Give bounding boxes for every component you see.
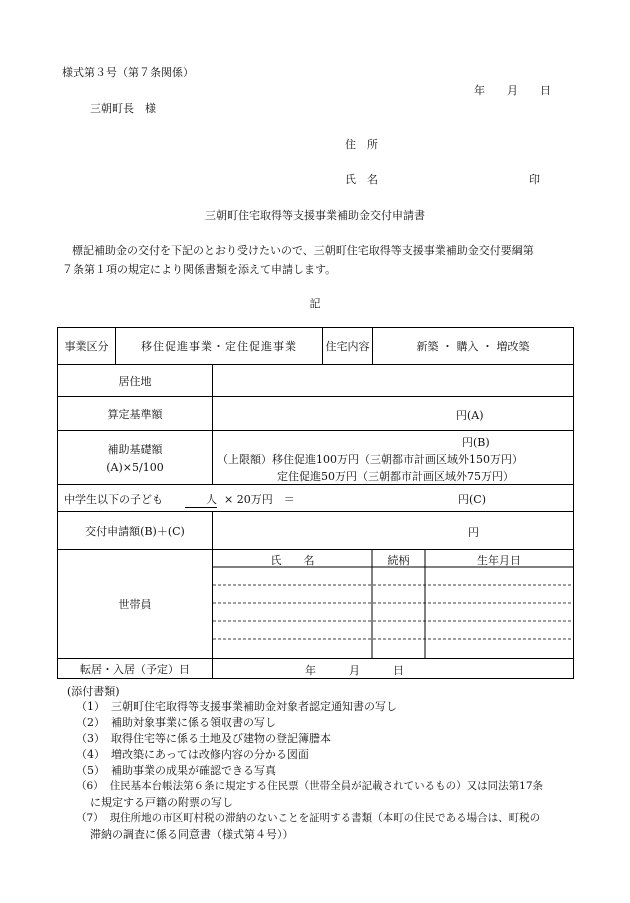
residence-value bbox=[213, 365, 574, 397]
seal-mark: 印 bbox=[529, 173, 540, 186]
ki-mark: 記 bbox=[309, 297, 321, 310]
apply-amount-label: 交付申請額(B)＋(C) bbox=[58, 512, 213, 550]
basic-amount-label: 補助基礎額 bbox=[107, 443, 163, 456]
housing-label: 住宅内容 bbox=[323, 328, 373, 365]
attachments-heading: (添付書類) bbox=[67, 685, 120, 698]
intro-line-2: ７条第１項の規定により関係書類を添えて申請します。 bbox=[62, 263, 337, 276]
base-amount-value bbox=[213, 397, 574, 431]
children-unit: 人 bbox=[206, 493, 217, 506]
basic-amount-unit: 円(B) bbox=[462, 436, 490, 449]
attachment-item-7-cont: 滞納の調査に係る同意書（様式第４号）） bbox=[90, 828, 294, 841]
intro-line-1: 標記補助金の交付を下記のとおり受けたいので、三朝町住宅取得等支援事業補助金交付要綱第 bbox=[72, 244, 534, 257]
col-name: 氏 名 bbox=[270, 554, 315, 567]
children-calc: × 20万円 ＝ bbox=[224, 493, 295, 506]
apply-amount-unit: 円 bbox=[468, 526, 479, 539]
move-date: 年 月 日 bbox=[305, 664, 404, 677]
residence-row bbox=[58, 365, 574, 397]
children-result: 円(C) bbox=[458, 493, 486, 506]
category-row bbox=[58, 328, 574, 365]
limit-line-2: 定住促進50万円（三朝都市計画区域外75万円） bbox=[277, 470, 514, 483]
basic-amount-formula: (A)×5/100 bbox=[106, 461, 164, 474]
basic-amount-row bbox=[58, 431, 574, 485]
children-row bbox=[58, 485, 574, 512]
residence-label: 居住地 bbox=[58, 365, 213, 397]
base-amount-unit: 円(A) bbox=[456, 409, 484, 422]
move-label: 転居・入居（予定）日 bbox=[58, 659, 213, 679]
category-value: 移住促進事業・定住促進事業 bbox=[116, 328, 323, 365]
attachment-item-5: （5） 補助事業の成果が確認できる写真 bbox=[76, 764, 276, 777]
attachment-item-6-cont: に規定する戸籍の附票の写し bbox=[90, 796, 233, 809]
children-label: 中学生以下の子ども bbox=[64, 493, 163, 506]
housing-value: 新築 ・ 購入 ・ 増改築 bbox=[373, 328, 574, 365]
children-count-field[interactable] bbox=[185, 491, 217, 508]
household-row bbox=[58, 550, 574, 659]
household-grid bbox=[213, 550, 574, 659]
application-table bbox=[57, 327, 574, 679]
move-date-cell bbox=[213, 659, 574, 679]
basic-amount-label-cell bbox=[58, 431, 213, 485]
date-line: 年 月 日 bbox=[474, 84, 551, 97]
apply-amount-row bbox=[58, 512, 574, 550]
attachment-item-2: （2） 補助対象事業に係る領収書の写し bbox=[76, 716, 276, 729]
basic-amount-value bbox=[213, 431, 574, 485]
base-amount-label: 算定基準額 bbox=[58, 397, 213, 431]
attachment-item-6: （6） 住民基本台帳法第６条に規定する住民票（世帯全員が記載されているもの）又は同法第17条 bbox=[76, 780, 544, 792]
category-label: 事業区分 bbox=[58, 328, 116, 365]
attachment-item-3: （3） 取得住宅等に係る土地及び建物の登記簿謄本 bbox=[76, 732, 331, 745]
form-number: 様式第３号（第７条関係） bbox=[62, 66, 194, 79]
attachment-item-1: （1） 三朝町住宅取得等支援事業補助金対象者認定通知書の写し bbox=[76, 700, 397, 713]
document-title: 三朝町住宅取得等支援事業補助金交付申請書 bbox=[205, 209, 425, 222]
col-relation: 続柄 bbox=[387, 554, 410, 567]
col-birth: 生年月日 bbox=[477, 554, 521, 567]
move-date-row bbox=[58, 659, 574, 679]
attachment-item-7: （7） 現住所地の市区町村税の滞納のないことを証明する書類（本町の住民である場合は、町税の bbox=[76, 812, 541, 824]
address-label: 住 所 bbox=[345, 138, 378, 151]
household-label: 世帯員 bbox=[58, 550, 213, 659]
name-label: 氏 名 bbox=[345, 173, 378, 186]
children-cell bbox=[58, 485, 574, 512]
limit-line-1: （上限額）移住促進100万円（三朝都市計画区域外150万円） bbox=[217, 453, 523, 466]
attachment-item-4: （4） 増改築にあっては改修内容の分かる図面 bbox=[76, 748, 309, 761]
apply-amount-value bbox=[213, 512, 574, 550]
base-amount-row bbox=[58, 397, 574, 431]
addressee: 三朝町長 様 bbox=[90, 102, 156, 115]
